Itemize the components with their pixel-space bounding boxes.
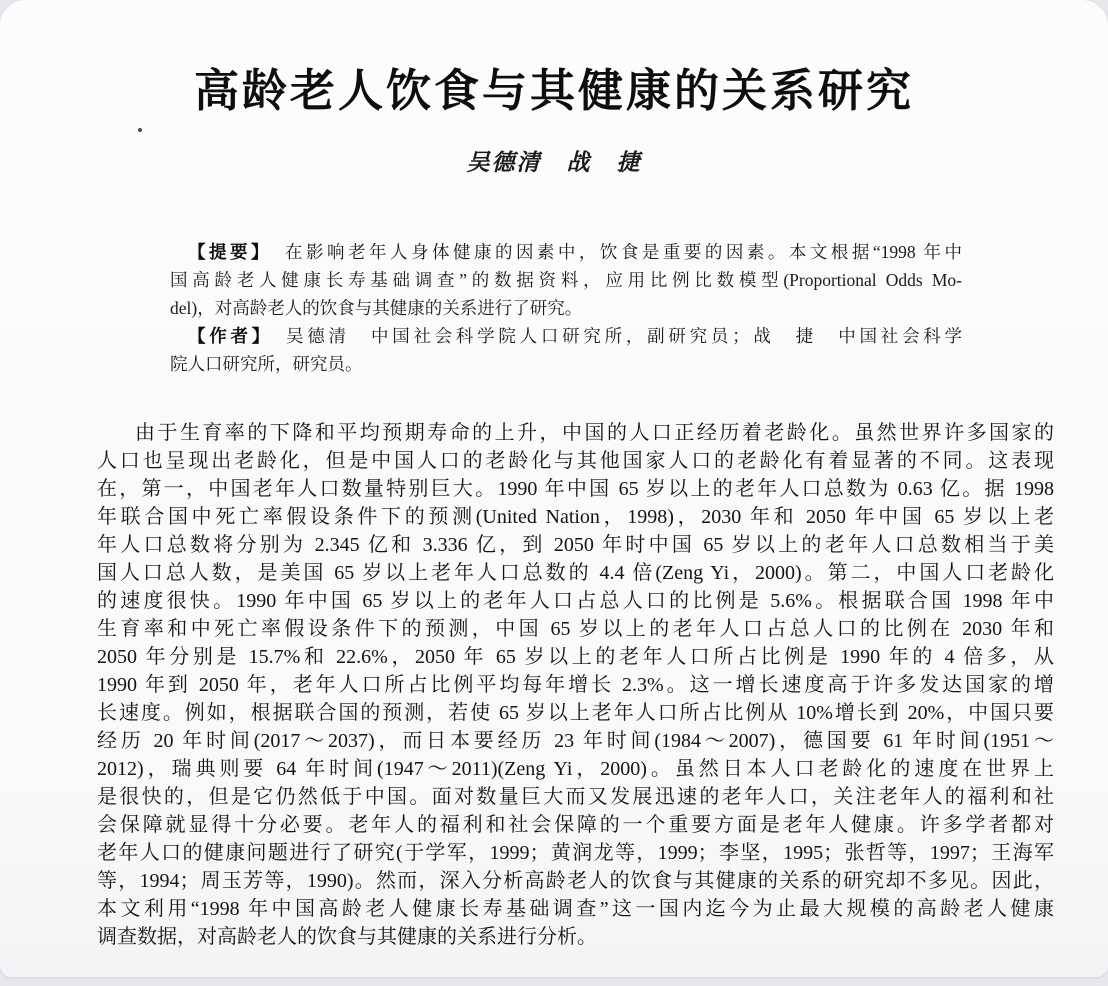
line-text: 年人口总数将分别为 2.345 亿和 3.336 亿，到 2050 年时中国 65 岁以上的老年人口总数相当于美 <box>97 534 1054 556</box>
body-line <box>97 867 1054 895</box>
line-text: 的速度很快。1990 年中国 65 岁以上的老年人口占总人口的比例是 5.6%。根据联合国 1998 年中 <box>97 590 1054 612</box>
line-text: 由于生育率的下降和平均预期寿命的上升，中国的人口正经历着老龄化。虽然世界许多国家的 <box>135 422 1054 444</box>
line-text: 院人口研究所，研究员。 <box>170 354 363 374</box>
body-line <box>97 447 1054 475</box>
body-line <box>97 643 1054 671</box>
body-line <box>97 559 1054 587</box>
line-text: 在影响老年人身体健康的因素中，饮食是重要的因素。本文根据“1998 年中 <box>284 242 963 262</box>
body-line <box>97 587 1054 615</box>
paper-title: 高龄老人饮食与其健康的关系研究 <box>193 66 914 117</box>
line-text: 1990 年到 2050 年，老年人口所占比例平均每年增长 2.3%。这一增长速度高于许多发达国家的增 <box>97 674 1054 696</box>
line-text: 国高龄老人健康长寿基础调查”的数据资料，应用比例比数模型(Proportional Odds Mo- <box>170 270 962 290</box>
line-text: 2050 年分别是 15.7%和 22.6%，2050 年 65 岁以上的老年人口所占比例是 1990 年的 4 倍多，从 <box>97 646 1054 668</box>
line-text: 生育率和中死亡率假设条件下的预测，中国 65 岁以上的老年人口占总人口的比例在 2030 年和 <box>97 618 1054 640</box>
body-line <box>97 671 1054 699</box>
body-line <box>97 615 1054 643</box>
line-text: 长速度。例如，根据联合国的预测，若使 65 岁以上老年人口所占比例从 10%增长到 20%，中国只要 <box>97 702 1054 724</box>
scan-speck <box>138 128 142 132</box>
line-text: 老年人口的健康问题进行了研究(于学军，1999；黄润龙等，1999；李坚，1995；张哲等，1997；王海军 <box>97 842 1054 864</box>
line-text: 年联合国中死亡率假设条件下的预测(United Nation，1998)，2030 年和 2050 年中国 65 岁以上老 <box>97 506 1054 528</box>
line-text: 国人口总人数，是美国 65 岁以上老年人口总数的 4.4 倍(Zeng Yi，2000)。第二，中国人口老龄化 <box>97 562 1054 584</box>
authors-line: 吴德清 战 捷 <box>466 150 642 175</box>
body-line <box>97 923 1054 951</box>
body-line <box>97 783 1054 811</box>
body-line <box>97 419 1054 447</box>
body-line <box>97 755 1054 783</box>
line-text: 调查数据，对高龄老人的饮食与其健康的关系进行分析。 <box>97 926 597 948</box>
line-text: 人口也呈现出老龄化，但是中国人口的老龄化与其他国家人口的老龄化有着显著的不同。这表现 <box>97 450 1054 472</box>
line-text: 在，第一，中国老年人口数量特别巨大。1990 年中国 65 岁以上的老年人口总数为 0.63 亿。据 1998 <box>97 478 1054 500</box>
line-text: 2012)，瑞典则要 64 年时间(1947～2011)(Zeng Yi，2000)。虽然日本人口老龄化的速度在世界上 <box>97 758 1054 780</box>
body-line <box>97 839 1054 867</box>
line-text: 会保障就显得十分必要。老年人的福利和社会保障的一个重要方面是老年人健康。许多学者都对 <box>97 814 1054 836</box>
body-line <box>97 895 1054 923</box>
section-label: 【提要】 <box>188 242 272 262</box>
abstract-line <box>170 294 962 322</box>
line-text: 本文利用“1998 年中国高龄老人健康长寿基础调查”这一国内迄今为止最大规模的高龄老人健康 <box>97 898 1054 920</box>
body-line <box>97 727 1054 755</box>
abstract-line <box>170 238 962 266</box>
abstract-block <box>170 238 962 378</box>
body-line <box>97 503 1054 531</box>
abstract-line <box>170 322 962 350</box>
body-line <box>97 475 1054 503</box>
body-line <box>97 531 1054 559</box>
abstract-line <box>170 266 962 294</box>
body-line <box>97 811 1054 839</box>
line-text: 经历 20 年时间(2017～2037)，而日本要经历 23 年时间(1984～2007)，德国要 61 年时间(1951～ <box>97 730 1054 752</box>
abstract-line <box>170 350 962 378</box>
line-text: del)，对高龄老人的饮食与其健康的关系进行了研究。 <box>170 298 583 318</box>
body-line <box>97 699 1054 727</box>
line-text: 吴德清 中国社会科学院人口研究所，副研究员；战 捷 中国社会科学 <box>285 326 963 346</box>
line-text: 是很快的，但是它仍然低于中国。面对数量巨大而又发展迅速的老年人口，关注老年人的福利和社 <box>97 786 1054 808</box>
line-text: 等，1994；周玉芳等，1990)。然而，深入分析高龄老人的饮食与其健康的关系的研究却不多见。因此， <box>97 870 1054 892</box>
body-paragraph <box>97 419 1054 951</box>
section-label: 【作者】 <box>188 326 273 346</box>
